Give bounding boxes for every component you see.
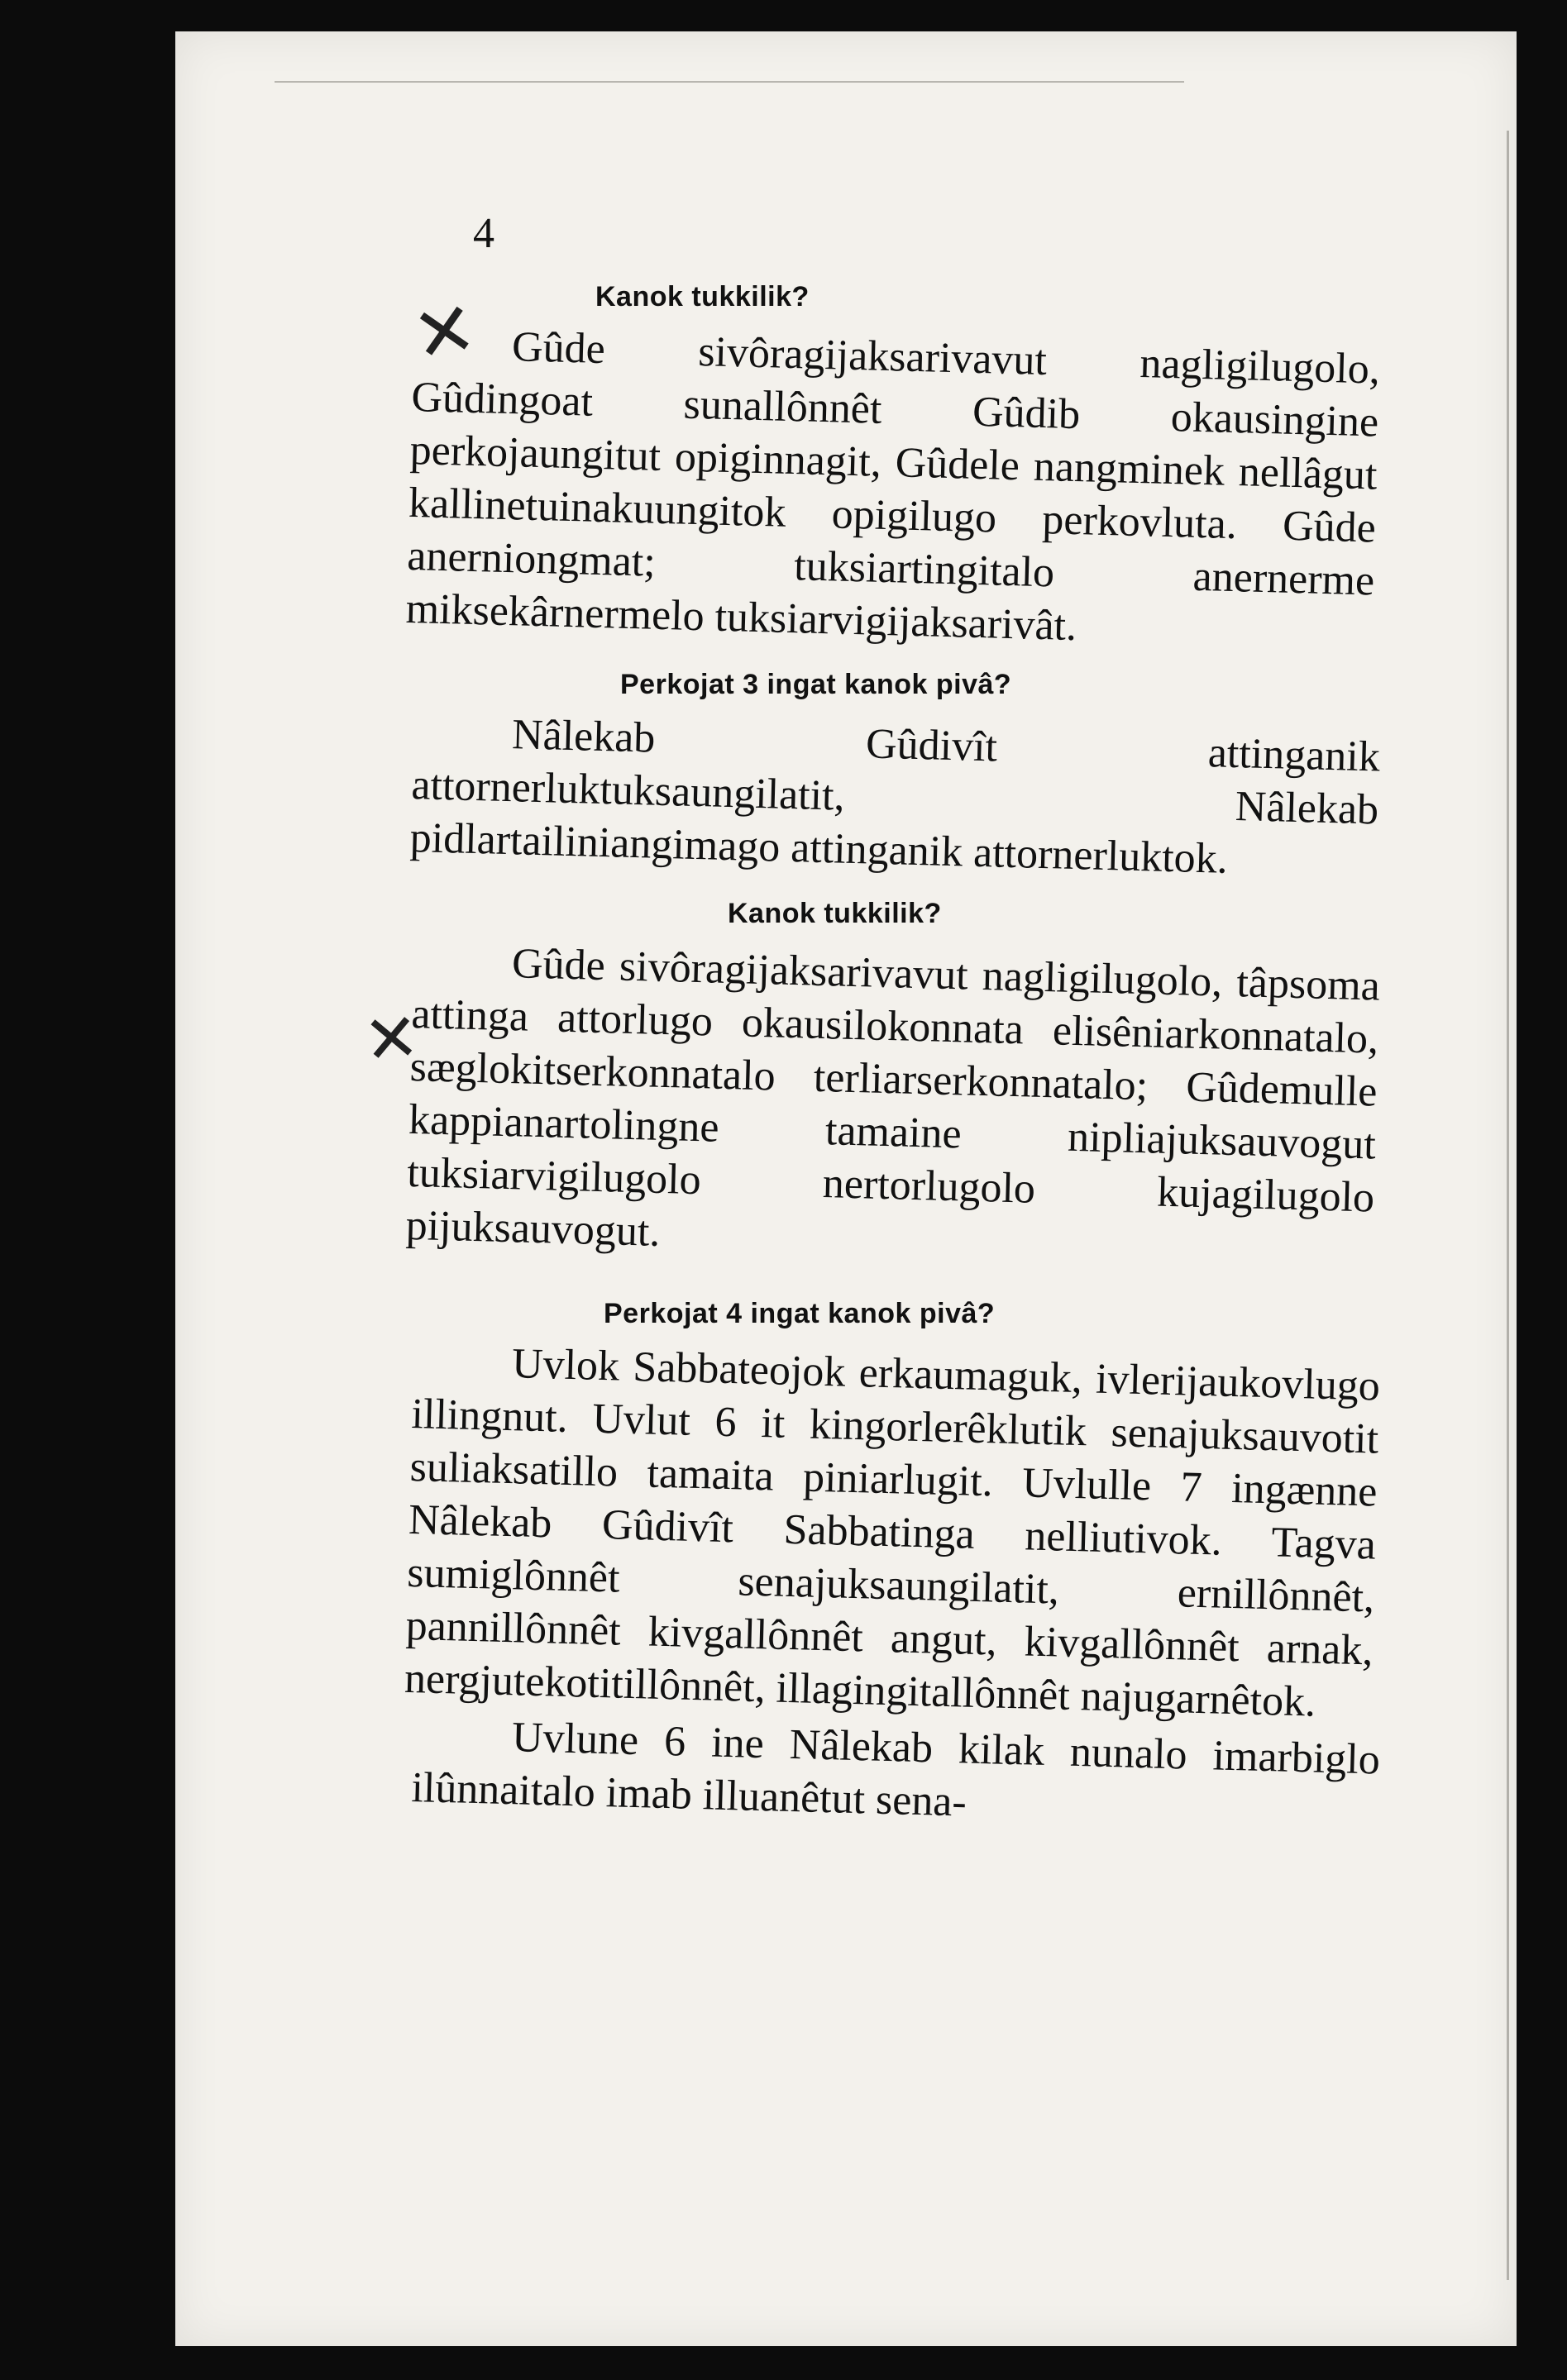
section-1 [405,281,1381,651]
page-top-rule [275,81,1184,83]
section-paragraph: Nâlekab Gûdivît attinganik attornerluktuksaungilatit, Nâlekab pidlartailiniangimago attinganik attornerluktok. [409,711,1381,883]
section-2 [409,669,1381,883]
section-paragraph: Gûde sivôragijaksarivavut nagligilugolo, tâpsoma attinga attorlugo okausilokonnata elisêniarkonnatalo, sæglokitserkonnatalo terliarserkonnatalo; Gûdemulle kappianartolingne tamaine nipliajuksauvogut tuksiarvigilugolo nertorlugolo kujagilugolo pijuksauvogut. [405,940,1381,1256]
section-heading: Perkojat 3 ingat kanok pivâ? [620,669,1012,700]
page-content [404,281,1381,1826]
section-4 [404,1298,1381,1826]
handwritten-x-mark: ✕ [361,998,423,1080]
page-right-edge [1507,131,1509,2280]
section-3 [405,898,1381,1256]
handwritten-x-mark: ✕ [406,284,483,381]
section-heading: Perkojat 4 ingat kanok pivâ? [604,1298,996,1329]
section-heading: Kanok tukkilik? [595,281,810,312]
page-number: 4 [473,210,494,257]
section-heading: Kanok tukkilik? [728,898,942,929]
section-paragraph: Gûde sivôragijaksarivavut nagligilugolo, Gûdingoat sunallônnêt Gûdib okausingine perkojaungitut opiginnagit, Gûdele nangminek nellâgut kallinetuinakuungitok opigilugo perkovluta. Gûde anerniongmat; tuksiartingitalo anernerme miksekârnermelo tuksiarvigijaksarivât. [405,323,1381,651]
section-paragraph: Uvlok Sabbateojok erkaumaguk, ivlerijaukovlugo illingnut. Uvlut 6 it kingorlerêklutik senajuksauvotit suliaksatillo tamaita piniarlugit. Uvlulle 7 ingænne Nâlekab Gûdivît Sabbatinga nelliutivok. Tagva sumiglônnêt senajuksaungilatit, ernillônnêt, pannillônnêt kivgallônnêt angut, kivgallônnêt arnak, nergjutekotitillônnêt, illagingitallônnêt najugarnêtok. [404,1340,1381,1726]
section-paragraph: Uvlune 6 ine Nâlekab kilak nunalo imarbiglo ilûnnaitalo imab illuanêtut sena- [410,1714,1381,1826]
